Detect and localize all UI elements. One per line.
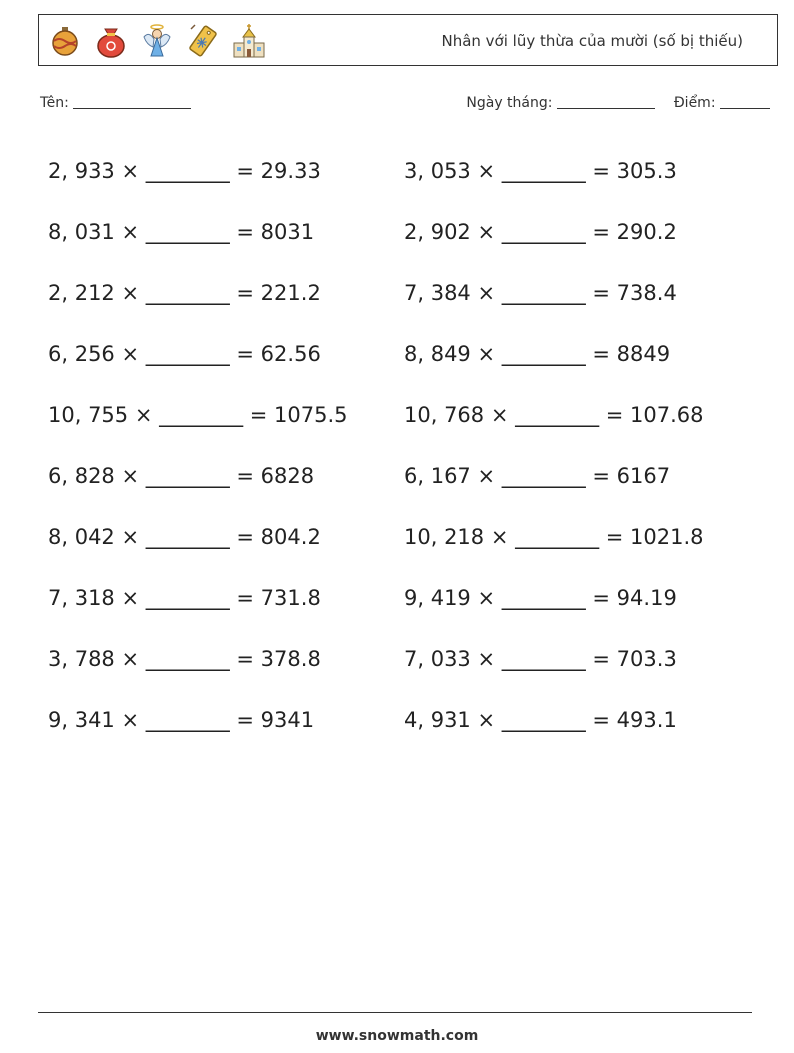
problem-item: 10, 755 × ________ = 1075.5 [48,402,348,427]
problem-row [48,567,768,628]
footer-url: www.snowmath.com [315,1028,479,1044]
problem-item: 7, 318 × ________ = 731.8 [48,585,321,610]
problem-item: 8, 849 × ________ = 8849 [404,341,671,366]
problem-row [48,140,768,201]
problem-item: 7, 384 × ________ = 738.4 [404,280,677,305]
problem-row [48,201,768,262]
problem-row [48,323,768,384]
problem-item: 10, 768 × ________ = 107.68 [404,402,704,427]
date-score-fields [466,94,770,111]
problem-grid [48,140,768,750]
header-box [38,14,778,66]
problem-item: 6, 167 × ________ = 6167 [404,463,671,488]
problem-item: 9, 419 × ________ = 94.19 [404,585,677,610]
worksheet-title: Nhân với lũy thừa của mười (số bị thiếu) [441,32,743,50]
score-label: Điểm: [673,95,716,111]
church-icon [231,23,267,59]
name-blank [73,94,191,109]
problem-item: 3, 788 × ________ = 378.8 [48,646,321,671]
score-blank [720,94,770,109]
date-blank [557,94,655,109]
problem-item: 2, 933 × ________ = 29.33 [48,158,321,183]
footer-divider [38,1012,752,1013]
problem-item: 6, 256 × ________ = 62.56 [48,341,321,366]
problem-item: 9, 341 × ________ = 9341 [48,707,315,732]
problem-row [48,628,768,689]
gift-tag-icon [185,23,221,59]
problem-item: 8, 042 × ________ = 804.2 [48,524,321,549]
problem-item: 3, 053 × ________ = 305.3 [404,158,677,183]
angel-icon [139,23,175,59]
problem-item: 10, 218 × ________ = 1021.8 [404,524,704,549]
problem-row [48,689,768,750]
problem-row [48,506,768,567]
problem-item: 4, 931 × ________ = 493.1 [404,707,677,732]
problem-row [48,384,768,445]
problem-item: 2, 212 × ________ = 221.2 [48,280,321,305]
ornament-icon [47,23,83,59]
problem-item: 6, 828 × ________ = 6828 [48,463,315,488]
date-label: Ngày tháng: [466,95,553,111]
problem-item: 7, 033 × ________ = 703.3 [404,646,677,671]
problem-row [48,262,768,323]
problem-item: 8, 031 × ________ = 8031 [48,219,315,244]
name-field [40,94,191,111]
gift-sack-icon [93,23,129,59]
problem-row [48,445,768,506]
problem-item: 2, 902 × ________ = 290.2 [404,219,677,244]
icon-strip [47,23,267,59]
name-label: Tên: [40,95,69,111]
